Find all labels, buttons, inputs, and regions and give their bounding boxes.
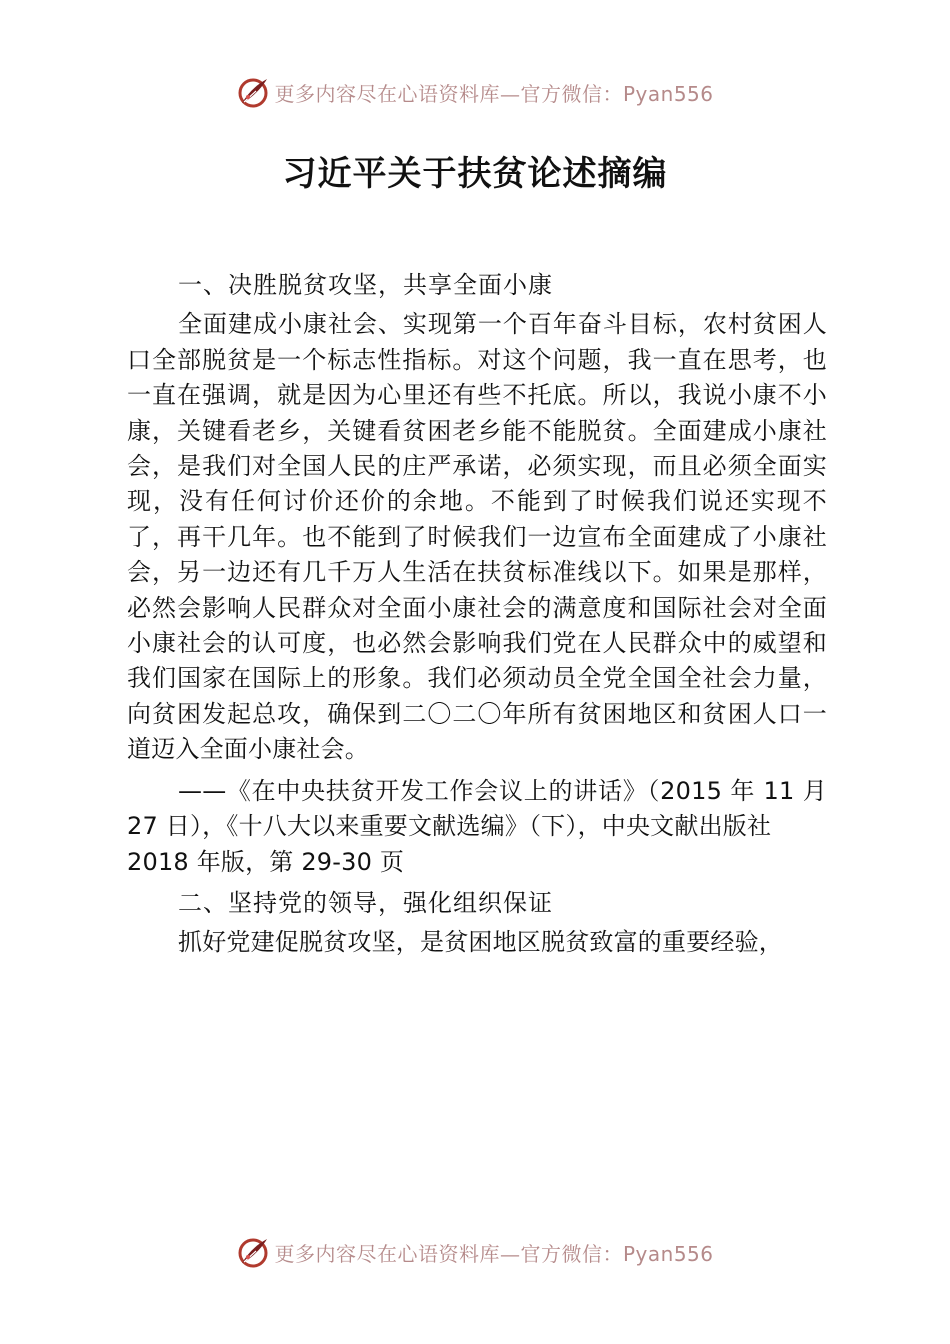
watermark-text [274,78,713,107]
quill-logo-icon [236,1235,270,1269]
watermark-wechat-id: Pyan556 [622,1241,714,1266]
header-watermark-banner [0,72,950,112]
watermark-text-cn: 更多内容尽在心语资料库—官方微信： [274,1241,623,1266]
section-1-source-citation-tail: 2018 年版，第 29-30 页 [127,847,405,876]
watermark-text-cn: 更多内容尽在心语资料库—官方微信： [274,81,623,106]
quill-logo-icon [236,75,270,109]
section-1-paragraph: 全面建成小康社会、实现第一个百年奋斗目标，农村贫困人口全部脱贫是一个标志性指标。对这个问题，我一直在思考，也一直在强调，就是因为心里还有些不托底。所以，我说小康不小康，关键看老乡，关键看贫困老乡能不能脱贫。全面建成小康社会，是我们对全国人民的庄严承诺，必须实现，而且必须全面实现，没有任何讨价还价的余地。不能到了时候我们说还实现不了，再干几年。也不能到了时候我们一边宣布全面建成了小康社会，另一边还有几千万人生活在扶贫标准线以下。如果是那样，必然会影响人民群众对全面小康社会的满意度和国际社会对全面小康社会的认可度，也必然会影响我们党在人民群众中的威望和我们国家在国际上的形象。我们必须动员全党全国全社会力量，向贫困发起总攻，确保到二〇二〇年所有贫困地区和贫困人口一道迈入全面小康社会。 [127,310,827,764]
section-2-heading: 二、坚持党的领导，强化组织保证 [178,888,553,917]
footer-watermark-banner [0,1232,950,1272]
section-1-source-citation: ——《在中央扶贫开发工作会议上的讲话》（2015 年 11 月 27 日），《十八大以来重要文献选编》（下），中央文献出版社 [127,776,827,841]
section-2-paragraph: 抓好党建促脱贫攻坚，是贫困地区脱贫致富的重要经验， [178,928,783,957]
watermark-wechat-id: Pyan556 [622,81,714,106]
document-title: 习近平关于扶贫论述摘编 [282,154,668,194]
watermark-text [274,1238,713,1267]
document-body [127,268,827,967]
section-1-heading: 一、决胜脱贫攻坚，共享全面小康 [178,271,553,299]
